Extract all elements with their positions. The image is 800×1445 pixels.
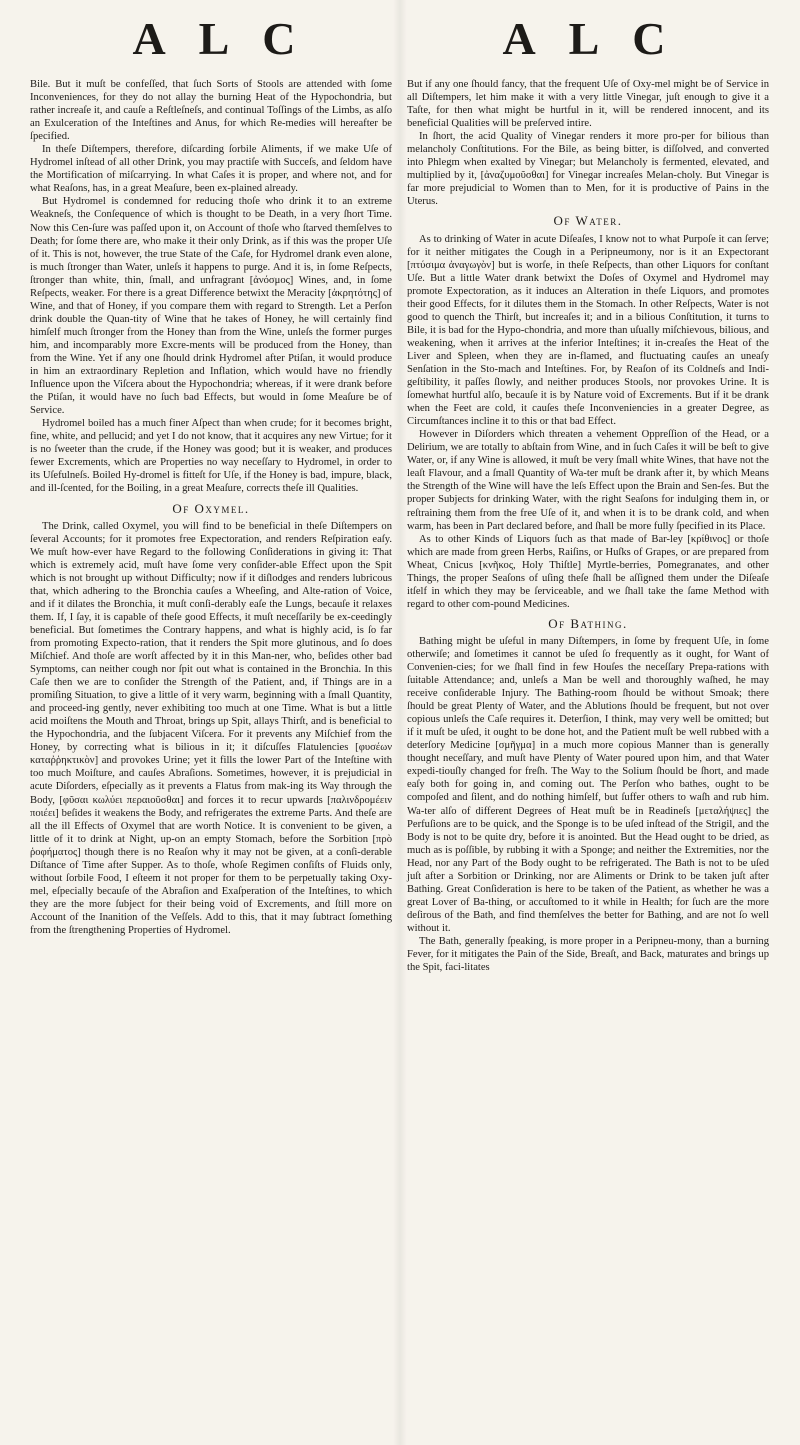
running-head-left: A L C	[132, 13, 308, 64]
paragraph: But if any one ſhould fancy, that the frequent Uſe of Oxy-mel might be of Service in all Diſtempers, let him make it with a very little Vinegar, juſt enough to give it a Taſte, for then what might be hurtful in it, will be rendered innocent, and its beneficial Qualities will be preſerved intire.	[407, 79, 769, 130]
page-gutter	[393, 0, 407, 1445]
paragraph: The Bath, generally ſpeaking, is more proper in a Peripneu-mony, than a burning Fever, for it mitigates the Pain of the Side, Breaſt, and Back, maturates and brings up the Spit, faci-litates	[407, 936, 769, 974]
paragraph: In ſhort, the acid Quality of Vinegar renders it more pro-per for bilious than melancholy Conſtitutions. For the Bile, as being bitter, is diſſolved, and converted into Phlegm when exalted by Vinegar; but Melancholy is fermented, elevated, and multiplied by it, [ἀναζυμοῦσθαι] for Vinegar increaſes Melan-choly. But Vinegar is far more prejudicial to Women than to Men, for it is productive of Pains in the Uterus.	[407, 131, 769, 208]
paragraph: In theſe Diſtempers, therefore, diſcarding ſorbile Aliments, if we make Uſe of Hydromel inſtead of all other Drink, you may practiſe with Succeſs, and ſeldom have the Mortification of miſcarrying. In what Caſes it is proper, and where not, and for what Reaſons, has, in a great Meaſure, been ex-plained already.	[30, 144, 392, 195]
section-heading-water: Of Water.	[553, 213, 623, 229]
paragraph: As to other Kinds of Liquors ſuch as that made of Bar-ley [κρίθινος] or thoſe which are made from green Herbs, Raiſins, or Huſks of Grapes, or are prepared from Wheat, Cnicus [κνῆκος, Holy Thiſtle] Myrtle-berries, Pomegranates, and other Things, the proper Seaſons of uſing theſe ſhall be aſſigned them under the Diſeaſe itſelf in which they may be ſerviceable, and we ſhall take the ſame Method with regard to other com-pound Medicines.	[407, 533, 769, 610]
section-heading-bathing: Of Bathing.	[548, 615, 628, 631]
paragraph: However in Diſorders which threaten a vehement Oppreſſion of the Head, or a Delirium, we are totally to abſtain from Wine, and in ſuch Caſes it will be beſt to give Water, or, if any Wine is allowed, it muſt be very ſmall white Wines, that have not the leaſt Flavour, and a ſmall Quantity of Wa-ter muſt be drank after it, by which Means the Strength of the Wine will have the leſs Effect upon the Brain and Sen-ſes. But the proper Subjects for drinking Water, with the right Seaſons for indulging them in, or reſtraining them from the free Uſe of it, and when it is to be drank cold, and when warm, has been in Part declared before, and ſhall be more fully ſpecified in its Place.	[407, 429, 769, 532]
paragraph: The Drink, called Oxymel, you will find to be beneficial in theſe Diſtempers on ſeveral Accounts; for it promotes free Expectoration, and renders Reſpiration eaſy. We muſt how-ever have Regard to the following Conſiderations in giving it: That which is extremely acid, muſt have ſome very conſider-able Effect upon the Spit which is not brought up without Difficulty; now if it diſlodges and renders lubricous that, which adhering to the Bronchia cauſes a Wheeſing, and Alte-ration of Voice, and if it dilates the Bronchia, it muſt conſi-derably eaſe the Lungs, becauſe it relaxes them. If, I ſay, it is capable of theſe good Effects, it muſt neceſſarily be ex-ceedingly beneficial. But ſometimes the Contrary happens, and what is highly acid, is ſo far from promoting Expecto-ration, that it renders the Spit more glutinous, and ſo does Miſchief. And thoſe are worſt affected by it in this Man-ner, who, beſides other bad Symptoms, can neither cough nor ſpit out what is contained in the Bronchia. In this Caſe then we are to conſider the Strength of the Patient, and, if Things are in a promiſing Situation, to give a little of it very warm, beginning with a ſmall Quantity, and proceed-ing gently, never exhibiting too much at one Time. What is but a little acid moiſtens the Mouth and Throat, brings up Spit, allays Thirſt, and is beneficial to the Hypochondria, and the ſubjacent Viſcera. For it prevents any Miſchief from the Honey, by correcting what is bilious in it; it diſcuſſes Flatulencies [φυσέων καταῤῥηκτικὸν] and provokes Urine; yet it fills the lower Part of the Inteſtine with too much Moiſture, and cauſes Abraſions. Sometimes, however, it is prejudicial in acute Diſorders, eſpecially as it prevents a Flatus from mak-ing its Way through the Body, [φῦσαι κωλύει περαιοῦσθαι] and forces it to recur upwards [παλινδρομέειν ποιέει] beſides it weakens the Body, and refrigerates the extreme Parts. And theſe are all the ill Effects of Oxymel that are worth Notice. It is convenient to be given, a little of it to drink at Night, up-on an empty Stomach, before the Sorbition [πρὸ ῥοφήματος] though there is no Reaſon why it may not be given, at a conſi-derable Diſtance of Time after Supper. As to thoſe, whoſe Regimen conſiſts of Fluids only, without ſorbile Food, I eſteem it not proper for them to be perpetually taking Oxy-mel, eſpecially becauſe of the Abraſion and Exaſperation of the Inteſtines, to which they are the more ſubject for their being void of Excrements, and ſtill more on Account of the Inanition of the Veſſels. Add to this, that it may ſubtract ſomething from the ſtrengthening Properties of Hydromel.	[30, 520, 392, 936]
paragraph: Bile. But it muſt be confeſſed, that ſuch Sorts of Stools are attended with ſome Inconveniences, for they do not allay the burning Heat of the Hypochondria, but rather increaſe it, and cauſe a Reſtleſneſs, and continual Toſſings of the Limbs, as alſo an Exulceration of the Inteſtines and Anus, for which Re-medies will hereafter be ſpecified.	[30, 79, 392, 143]
paragraph: Hydromel boiled has a much finer Aſpect than when crude; for it becomes bright, fine, white, and pellucid; and yet I do not know, that it acquires any new Virtue; for it is no ſweeter than the crude, if the Honey was good; but it is weaker, and produces fewer Excrements, which are Properties no way neceſſary to Hydromel, in order to its Uſefulneſs. Boiled Hy-dromel is fitteſt for Uſe, if the Honey is bad, impure, black, and ill-ſcented, for the Boiling, in a great Meaſure, corrects theſe ill Qualities.	[30, 418, 392, 495]
paragraph: But Hydromel is condemned for reducing thoſe who drink it to an extreme Weakneſs, the Conſequence of which is thought to be Death, in a very ſhort Time. Now this Cen-ſure was paſſed upon it, on Account of thoſe who ſtarved themſelves to Death; for ſome there are, who make it their only Drink, as if this was the proper Uſe of it. This is not, however, the true State of the Caſe, for Hydromel drank even alone, is much ſtronger than Water, unleſs it happens to purge. And it is, in ſome Reſpects, ſtronger than white, thin, ſmall, and unfragrant [ἀνόσμος] Wines, and, in ſome Reſpects, weaker. For there is a great Difference betwixt the Meracity [ἀκρητότης] of Wine, and that of Honey, if you compare them with regard to Strength. Let a Perſon drink double the Quan-tity of Wine that he takes of Honey, he will certainly find himſelf much ſtronger from the Honey than from the Wine, unleſs the former purges him, and incomparably more Excre-ments will be produced from the Honey, than from the Wine. Yet if any one ſhould drink Hydromel after Ptiſan, it would produce in him an extraordinary Repletion and Inflation, which would have no friendly Influence upon the Viſcera about the Hypochondria; whereas, if it were drank before the Ptiſan, it would have no ſuch bad Effects, but would in ſome Meaſure be of Service.	[30, 196, 392, 417]
paragraph: Bathing might be uſeful in many Diſtempers, in ſome by frequent Uſe, in ſome otherwiſe; and ſometimes it cannot be uſed ſo frequently as it ought, for Want of Convenien-cies; for we ſhall find in few Houſes the neceſſary Prepa-rations with ſuitable Attendance; and, unleſs a Man be well and thoroughly waſhed, he may receive conſiderable Injury. The Bathing-room ſhould be without Smoak; there ſhould be great Plenty of Water, and the Ablutions ſhould be frequent, but not over copious unleſs the Caſe requires it. Deterſion, I think, may very well be omitted; but if it muſt be uſed, it ought to be done hot, and the Patient muſt be well rubbed with a deterſory Medicine [σμῆγμα] in a much more copious Manner than is generally thought neceſſary, and muſt have Plenty of Water poured upon him, and that Water expedi-tiouſly changed for freſh. The Way to the Solium ſhould be ſhort, and made eaſy both for going in, and coming out. The Perſon who bathes, ought to be compoſed and ſilent, and do nothing himſelf, but ſuffer others to waſh and rub him. Wa-ter alſo of different Degrees of Heat muſt be in Readineſs [μεταλήψιες] the Perfuſions are to be quick, and the Sponge is to be uſed inſtead of the Strigil, and the Body is not to be quite dry, before it is anointed. But the Head ought to be dried, as much as is poſſible, by rubbing it with a Sponge; and neither the Extremities, nor the Head, nor any Part of the Body ought to be refrigerated. The Bath is not to be uſed juſt after a Sorbition or Drinking, nor are Aliments or Drink to be taken juſt after Bathing. Great Conſideration is here to be taken of the Patient, as whether he was a great Lover of Ba-thing, or accuſtomed to it while in Health; for ſuch are the more deſirous of the Bath, and find themſelves the better for Bathing, and are not ſo well without it.	[407, 635, 769, 934]
right-column	[407, 78, 769, 974]
left-column	[30, 78, 392, 937]
section-heading-oxymel: Of Oxymel.	[172, 500, 250, 516]
running-head-right: A L C	[502, 13, 678, 64]
paragraph: As to drinking of Water in acute Diſeaſes, I know not to what Purpoſe it can ſerve; for it neither mitigates the Cough in a Peripneumony, nor is it an Expectorant [πτύσιμα ἀναγωγὸν] but is worſe, in theſe Reſpects, than other Liquors for conſtant Uſe. But a little Water drank betwixt the Doſes of Oxymel and Hydromel may promote Expectoration, as it induces an Alteration in theſe Liquors, and promotes their good Effects, for it dilutes them in the Stomach. In other Reſpects, Water is not good to quench the Thirſt, but increaſes it; and in a bilious Conſtitution, it turns to Bile, it is bad for the Hypo-chondria, and more than uſually miſchievous, bilious, and weakening, when it arrives at the inferior Inteſtines; it in-creaſes the Heat of the Liver and Spleen, when they are in-flamed, and fluctuating cauſes an uneaſy Senſation in the Sto-mach and Inteſtines. For, by Reaſon of its Coldneſs and Indi-geſtibility, it paſſes ſlowly, and neither produces Stools, nor provokes Urine. It is ſomewhat hurtful alſo, becauſe it is by Nature void of Excrements. But if it be drank when the Feet are cold, it cauſes theſe Inconveniencies in a greater Degree, as Circumſtances incline it to this or that bad Effect.	[407, 233, 769, 428]
